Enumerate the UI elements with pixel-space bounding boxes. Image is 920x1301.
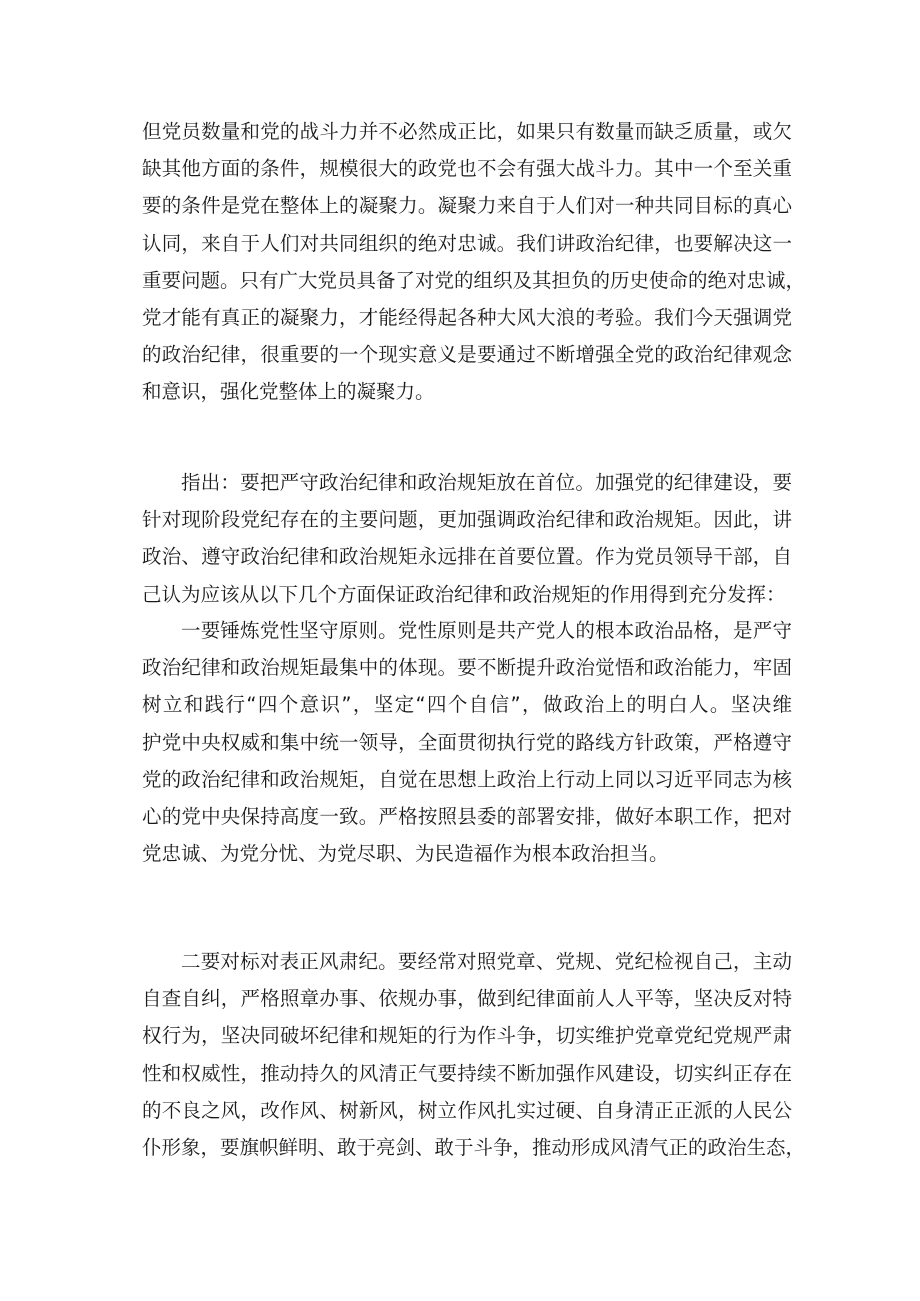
text-line: 和意识，强化党整体上的凝聚力。 bbox=[142, 380, 435, 404]
text-line: 党才能有真正的凝聚力，才能经得起各种大风大浪的考验。我们今天强调党 bbox=[142, 306, 792, 330]
text-line: 性和权威性，推动持久的风清正气要持续不断加强作风建设，切实纠正存在 bbox=[142, 1061, 792, 1085]
text-line: 护党中央权威和集中统一领导，全面贯彻执行党的路线方针政策，严格遵守 bbox=[142, 730, 792, 754]
text-line: 党的政治纪律和政治规矩，自觉在思想上政治上行动上同以习近平同志为核 bbox=[142, 767, 792, 791]
paragraph-discipline bbox=[142, 943, 806, 1166]
text-line: 的不良之风，改作风、树新风，树立作风扎实过硬、自身清正正派的人民公 bbox=[142, 1098, 792, 1122]
text-line: 党忠诚、为党分忧、为党尽职、为民造福作为根本政治担当。 bbox=[142, 842, 669, 866]
text-line: 的政治纪律，很重要的一个现实意义是要通过不断增强全党的政治纪律观念 bbox=[142, 343, 792, 367]
text-line: 政治、遵守政治纪律和政治规矩永远排在首要位置。作为党员领导干部，自 bbox=[142, 545, 792, 569]
text-line: 己认为应该从以下几个方面保证政治纪律和政治规矩的作用得到充分发挥： bbox=[142, 582, 786, 606]
text-line: 要的条件是党在整体上的凝聚力。凝聚力来自于人们对一种共同目标的真心 bbox=[142, 194, 792, 218]
text-line: 二要对标对表正风肃纪。要经常对照党章、党规、党纪检视自己，主动 bbox=[181, 950, 792, 973]
text-line: 认同，来自于人们对共同组织的绝对忠诚。我们讲政治纪律，也要解决这一 bbox=[142, 231, 792, 255]
text-line: 一要锤炼党性坚守原则。党性原则是共产党人的根本政治品格，是严守 bbox=[181, 619, 792, 642]
text-line: 针对现阶段党纪存在的主要问题，更加强调政治纪律和政治规矩。因此，讲 bbox=[142, 508, 792, 532]
text-line: 但党员数量和党的战斗力并不必然成正比，如果只有数量而缺乏质量，或欠 bbox=[142, 120, 792, 143]
paragraph-cohesion bbox=[142, 113, 806, 411]
text-line: 指出：要把严守政治纪律和政治规矩放在首位。加强党的纪律建设，要 bbox=[181, 471, 792, 494]
text-line: 重要问题。只有广大党员具备了对党的组织及其担负的历史使命的绝对忠诚， bbox=[142, 268, 806, 292]
text-line: 自查自纠，严格照章办事、依规办事，做到纪律面前人人平等，坚决反对特 bbox=[142, 987, 792, 1011]
text-line: 缺其他方面的条件，规模很大的政党也不会有强大战斗力。其中一个至关重 bbox=[142, 157, 792, 181]
text-line: 树立和践行“四个意识”，坚定“四个自信”，做政治上的明白人。坚决维 bbox=[142, 693, 792, 717]
text-line: 政治纪律和政治规矩最集中的体现。要不断提升政治觉悟和政治能力，牢固 bbox=[142, 656, 792, 680]
paragraph-party-spirit bbox=[142, 612, 792, 872]
text-line: 仆形象，要旗帜鲜明、敢于亮剑、敢于斗争，推动形成风清气正的政治生态， bbox=[142, 1136, 806, 1160]
text-line: 心的党中央保持高度一致。严格按照县委的部署安排，做好本职工作，把对 bbox=[142, 805, 792, 829]
text-line: 权行为，坚决同破坏纪律和规矩的行为作斗争，切实维护党章党纪党规严肃 bbox=[142, 1024, 792, 1048]
paragraph-priority bbox=[142, 464, 792, 613]
